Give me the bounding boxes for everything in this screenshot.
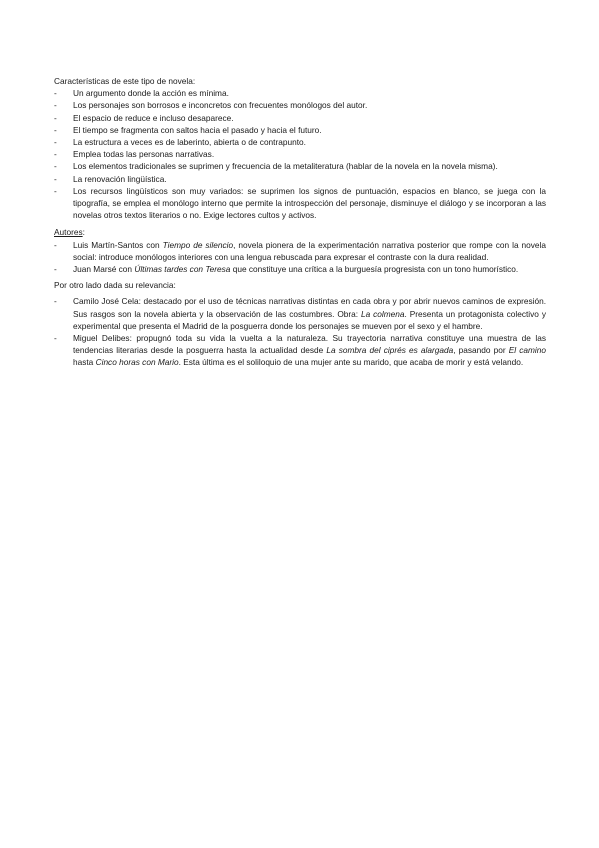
author-text: Camilo José Cela: destacado por el uso de técnicas narrativas distintas en cada obra y por abrir nuevos caminos de expresión. Sus rasgos son la novela abierta y la observación de las costumbres. Obra: bbox=[73, 296, 546, 319]
list-item: - La estructura a veces es de laberinto, abierta o de contrapunto. bbox=[54, 136, 546, 148]
autores-colon: : bbox=[82, 227, 85, 238]
list-item: - La renovación lingüística. bbox=[54, 173, 546, 185]
author-text: , novela pionera de la experimentación narrativa posterior que rompe con la novela social: introduce monólogos interiores con una lengua rebuscada para expresar el contraste con la dura realidad. bbox=[73, 239, 546, 262]
relevancia-list bbox=[54, 295, 546, 368]
book-title: Tiempo de silencio bbox=[162, 239, 234, 250]
author-text: Luis Martín-Santos con bbox=[73, 239, 163, 250]
list-item: - El espacio de reduce e incluso desaparece. bbox=[54, 112, 546, 124]
autores-list bbox=[54, 239, 546, 276]
list-item: - Los elementos tradicionales se suprimen y frecuencia de la metaliteratura (hablar de la novela en la novela misma). bbox=[54, 160, 546, 172]
book-title: La sombra del ciprés es alargada bbox=[326, 345, 454, 356]
book-title: Últimas tardes con Teresa bbox=[134, 264, 231, 275]
author-text: Juan Marsé con bbox=[73, 264, 135, 275]
list-item: - Emplea todas las personas narrativas. bbox=[54, 148, 546, 160]
author-text: . Presenta un protagonista colectivo y experimental que presenta el Madrid de la posguerra donde los personajes se mueven por el sexo y el hambre. bbox=[73, 308, 546, 331]
autores-title: Autores bbox=[54, 227, 83, 238]
document-body bbox=[54, 75, 546, 369]
caracteristicas-title: Características de este tipo de novela: bbox=[54, 76, 196, 86]
list-item: - Los personajes son borrosos e inconcretos con frecuentes monólogos del autor. bbox=[54, 99, 546, 111]
list-item: - Un argumento donde la acción es mínima. bbox=[54, 87, 546, 99]
author-text: . Esta última es el soliloquio de una mujer ante su marido, que acaba de morir y está velando. bbox=[178, 357, 524, 368]
author-text: que constituye una crítica a la burguesía progresista con un tono humorístico. bbox=[230, 264, 519, 275]
caracteristicas-list bbox=[54, 87, 546, 221]
book-title: Cinco horas con Mario bbox=[95, 357, 179, 368]
list-item: - El tiempo se fragmenta con saltos hacia el pasado y hacia el futuro. bbox=[54, 124, 546, 136]
list-item bbox=[54, 332, 546, 369]
list-item: - Los recursos lingüísticos son muy variados: se suprimen los signos de puntuación, espacios en blanco, se juega con la tipografía, se emplea el monólogo interno que permite la introspección del personaje, disminuye el diálogo y se incorporan a las novelas otros textos literarios o no. Exige lectores cultos y activos. bbox=[54, 185, 546, 222]
author-text: Miguel Delibes: propugnó toda su vida la vuelta a la naturaleza. Su trayectoria narrativa constituye una muestra de las tendencias literarias desde la posguerra hasta la actualidad desde bbox=[73, 333, 546, 356]
relevancia-title: Por otro lado dada su relevancia: bbox=[54, 280, 176, 291]
book-title: El camino bbox=[508, 345, 546, 356]
book-title: La colmena bbox=[361, 308, 405, 319]
list-item bbox=[54, 239, 546, 263]
list-item bbox=[54, 295, 546, 332]
author-text: , pasando por bbox=[453, 345, 509, 356]
autores-heading bbox=[54, 226, 546, 238]
author-text: hasta bbox=[73, 357, 96, 368]
list-item bbox=[54, 263, 546, 275]
